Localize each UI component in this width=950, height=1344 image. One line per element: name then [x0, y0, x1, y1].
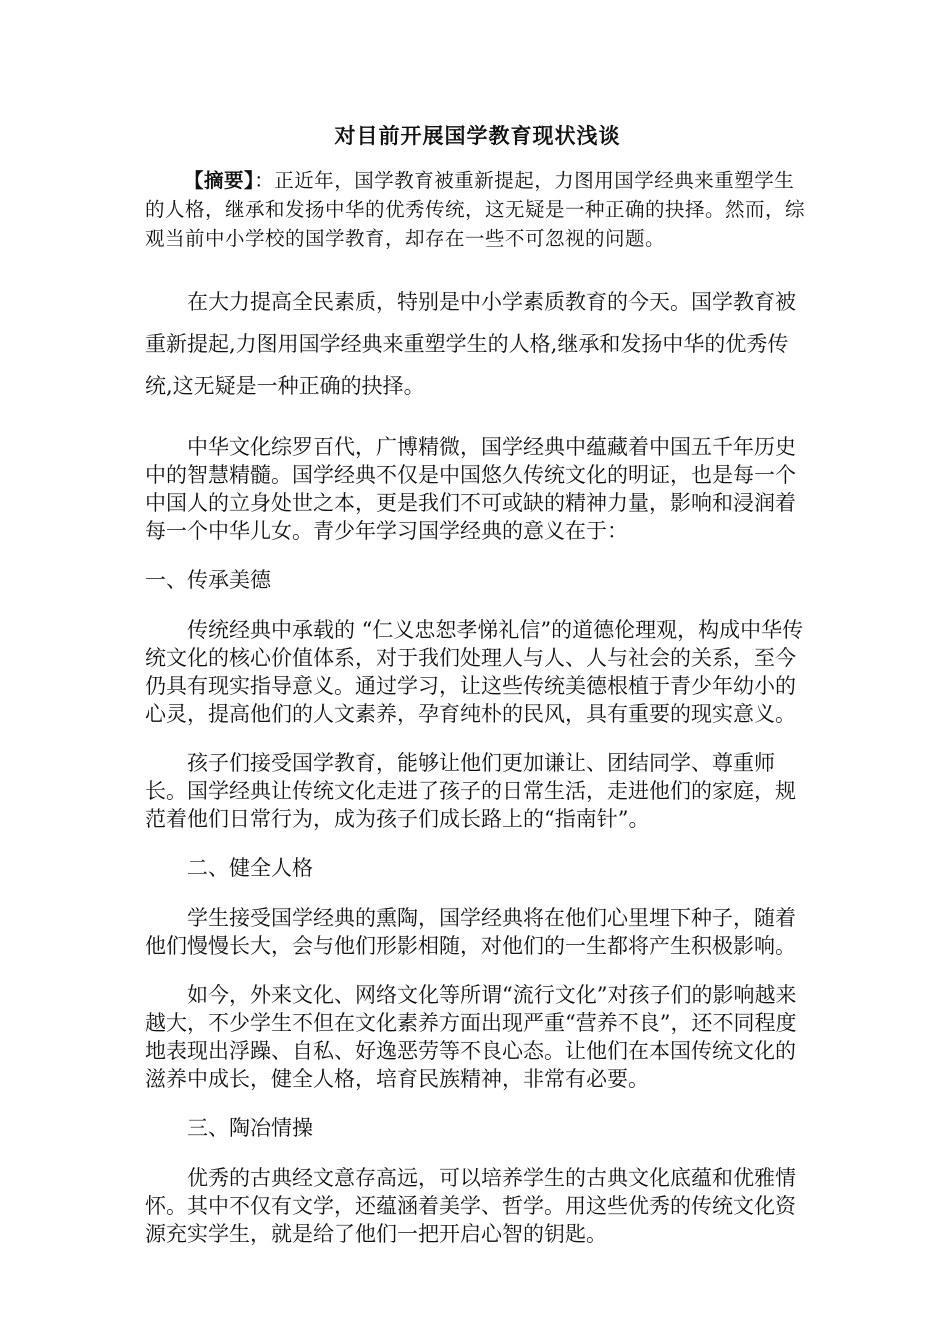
body-paragraph-1: 中华文化综罗百代，广博精微，国学经典中蕴藏着中国五千年历史中的智慧精髓。国学经典不仅是中国悠久传统文化的明证，也是每一个中国人的立身处世之本，更是我们不可或缺的精神力量，影响和浸润着每一个中华儿女。青少年学习国学经典的意义在于：: [145, 435, 796, 543]
abstract-text: ：正近年，国学教育被重新提起，力图用国学经典来重塑学生的人格，继承和发扬中华的优秀传统，这无疑是一种正确的抉择。然而，综观当前中小学校的国学教育，却存在一些不可忽视的问题。: [145, 169, 806, 250]
intro-paragraph: 在大力提高全民素质，特别是中小学素质教育的今天。国学教育被重新提起,力图用国学经典来重塑学生的人格,继承和发扬中华的优秀传统,这无疑是一种正确的抉择。: [145, 290, 796, 398]
body-paragraph-5: 如今，外来文化、网络文化等所谓“流行文化”对孩子们的影响越来越大，不少学生不但在文化素养方面出现严重“营养不良”，还不同程度地表现出浮躁、自私、好逸恶劳等不良心态。让他们在本国传统文化的滋养中成长，健全人格，培育民族精神，非常有必要。: [145, 983, 797, 1091]
section-heading-2: 二、健全人格: [187, 856, 313, 880]
body-paragraph-2: 传统经典中承载的 “仁义忠恕孝悌礼信”的道德伦理观，构成中华传统文化的核心价值体系，对于我们处理人与人、人与社会的关系，至今仍具有现实指导意义。通过学习，让这些传统美德根植于青少年幼小的心灵，提高他们的人文素养，孕育纯朴的民风，具有重要的现实意义。: [145, 618, 804, 726]
body-paragraph-6: 优秀的古典经文意存高远，可以培养学生的古典文化底蕴和优雅情怀。其中不仅有文学，还蕴涵着美学、哲学。用这些优秀的传统文化资源充实学生，就是给了他们一把开启心智的钥匙。: [145, 1166, 796, 1246]
abstract-paragraph: [145, 166, 810, 253]
abstract-label: 【摘要】: [184, 169, 255, 192]
body-paragraph-4: 学生接受国学经典的熏陶，国学经典将在他们心里埋下种子，随着他们慢慢长大，会与他们形影相随，对他们的一生都将产生积极影响。: [145, 906, 796, 958]
section-heading-3: 三、陶冶情操: [187, 1116, 313, 1140]
section-heading-1: 一、传承美德: [145, 568, 271, 592]
document-title: 对目前开展国学教育现状浅谈: [334, 123, 621, 148]
body-paragraph-3: 孩子们接受国学教育，能够让他们更加谦让、团结同学、尊重师长。国学经典让传统文化走进了孩子的日常生活，走进他们的家庭，规范着他们日常行为，成为孩子们成长路上的“指南针”。: [145, 751, 796, 831]
